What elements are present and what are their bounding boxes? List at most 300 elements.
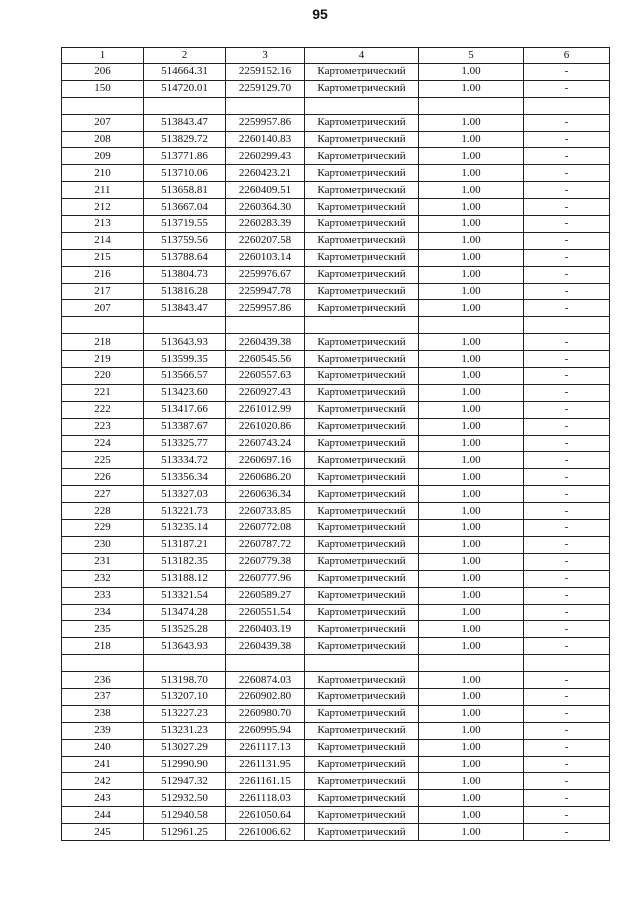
- table-cell: 208: [62, 131, 144, 148]
- table-cell: 1.00: [419, 536, 524, 553]
- table-cell: -: [524, 807, 610, 824]
- table-cell: 233: [62, 587, 144, 604]
- table-row: [62, 351, 610, 368]
- table-cell: 2260743.24: [226, 435, 305, 452]
- table-cell: 229: [62, 520, 144, 537]
- table-cell: 1.00: [419, 148, 524, 165]
- table-separator-row: [62, 97, 610, 114]
- table-cell: Картометрический: [305, 570, 419, 587]
- table-cell: 1.00: [419, 232, 524, 249]
- table-row: [62, 503, 610, 520]
- table-header-row: [62, 48, 610, 64]
- table-row: [62, 199, 610, 216]
- table-separator-row: [62, 655, 610, 672]
- table-cell: 2260283.39: [226, 216, 305, 233]
- table-cell: 216: [62, 266, 144, 283]
- table-cell: 1.00: [419, 469, 524, 486]
- table-cell: 513816.28: [144, 283, 226, 300]
- table-cell: [419, 655, 524, 672]
- table-row: [62, 553, 610, 570]
- table-row: [62, 756, 610, 773]
- table-cell: 1.00: [419, 131, 524, 148]
- table-row: [62, 452, 610, 469]
- table-cell: 1.00: [419, 300, 524, 317]
- table-row: [62, 232, 610, 249]
- table-row: [62, 604, 610, 621]
- table-cell: -: [524, 503, 610, 520]
- table-cell: [144, 97, 226, 114]
- table-cell: -: [524, 452, 610, 469]
- column-header: 4: [305, 48, 419, 64]
- table-cell: 1.00: [419, 384, 524, 401]
- table-cell: -: [524, 384, 610, 401]
- table-cell: 2260557.63: [226, 368, 305, 385]
- table-cell: Картометрический: [305, 773, 419, 790]
- table-cell: 2260787.72: [226, 536, 305, 553]
- table-cell: 2259957.86: [226, 300, 305, 317]
- table-cell: 1.00: [419, 807, 524, 824]
- table-cell: 223: [62, 418, 144, 435]
- table-cell: 2260439.38: [226, 638, 305, 655]
- table-cell: 1.00: [419, 705, 524, 722]
- table-cell: 231: [62, 553, 144, 570]
- table-cell: -: [524, 249, 610, 266]
- table-cell: 1.00: [419, 368, 524, 385]
- table-cell: 1.00: [419, 401, 524, 418]
- table-cell: 513327.03: [144, 486, 226, 503]
- table-cell: 512990.90: [144, 756, 226, 773]
- table-cell: [524, 317, 610, 334]
- table-cell: 513417.66: [144, 401, 226, 418]
- table-cell: [226, 317, 305, 334]
- table-cell: -: [524, 520, 610, 537]
- table-cell: -: [524, 131, 610, 148]
- table-cell: Картометрический: [305, 604, 419, 621]
- table-cell: 1.00: [419, 452, 524, 469]
- table-row: [62, 587, 610, 604]
- table-cell: 1.00: [419, 64, 524, 81]
- table-row: [62, 469, 610, 486]
- table-cell: 512932.50: [144, 790, 226, 807]
- table-cell: 2260545.56: [226, 351, 305, 368]
- table-row: [62, 401, 610, 418]
- table-cell: 150: [62, 80, 144, 97]
- table-cell: 2260927.43: [226, 384, 305, 401]
- table-cell: -: [524, 773, 610, 790]
- table-cell: -: [524, 638, 610, 655]
- table-cell: 2260551.54: [226, 604, 305, 621]
- table-cell: 513599.35: [144, 351, 226, 368]
- table-cell: 1.00: [419, 604, 524, 621]
- column-header: 1: [62, 48, 144, 64]
- table-cell: 1.00: [419, 80, 524, 97]
- table-cell: 514664.31: [144, 64, 226, 81]
- table-cell: 213: [62, 216, 144, 233]
- table-cell: 2260103.14: [226, 249, 305, 266]
- table-cell: 218: [62, 334, 144, 351]
- table-cell: 1.00: [419, 216, 524, 233]
- table-cell: Картометрический: [305, 553, 419, 570]
- table-cell: 1.00: [419, 621, 524, 638]
- table-cell: -: [524, 418, 610, 435]
- table-cell: 2260697.16: [226, 452, 305, 469]
- table-row: [62, 249, 610, 266]
- table-cell: 1.00: [419, 587, 524, 604]
- table-cell: Картометрический: [305, 114, 419, 131]
- table-cell: 513710.06: [144, 165, 226, 182]
- table-cell: 513198.70: [144, 672, 226, 689]
- table-row: [62, 64, 610, 81]
- table-cell: 210: [62, 165, 144, 182]
- table-cell: 2260364.30: [226, 199, 305, 216]
- table-cell: 2260636.34: [226, 486, 305, 503]
- table-cell: 226: [62, 469, 144, 486]
- table-cell: 2259152.16: [226, 64, 305, 81]
- table-cell: 513759.56: [144, 232, 226, 249]
- table-row: [62, 739, 610, 756]
- table-cell: 234: [62, 604, 144, 621]
- table-cell: 228: [62, 503, 144, 520]
- table-cell: 2259976.67: [226, 266, 305, 283]
- table-cell: Картометрический: [305, 520, 419, 537]
- table-row: [62, 807, 610, 824]
- table-cell: [226, 655, 305, 672]
- table-cell: -: [524, 469, 610, 486]
- table-cell: 1.00: [419, 199, 524, 216]
- table-cell: -: [524, 165, 610, 182]
- table-cell: 212: [62, 199, 144, 216]
- table-cell: -: [524, 587, 610, 604]
- table-cell: 211: [62, 182, 144, 199]
- coordinates-table: [61, 47, 610, 841]
- table-cell: -: [524, 570, 610, 587]
- table-cell: -: [524, 486, 610, 503]
- table-cell: 513658.81: [144, 182, 226, 199]
- table-cell: 1.00: [419, 334, 524, 351]
- table-cell: 207: [62, 114, 144, 131]
- table-row: [62, 368, 610, 385]
- table-cell: 1.00: [419, 638, 524, 655]
- table-cell: 513188.12: [144, 570, 226, 587]
- table-cell: -: [524, 148, 610, 165]
- table-cell: 513356.34: [144, 469, 226, 486]
- table-cell: 225: [62, 452, 144, 469]
- table-cell: Картометрический: [305, 266, 419, 283]
- table-row: [62, 334, 610, 351]
- table-cell: 1.00: [419, 570, 524, 587]
- table-cell: Картометрический: [305, 688, 419, 705]
- table-cell: 512940.58: [144, 807, 226, 824]
- table-row: [62, 418, 610, 435]
- table-row: [62, 638, 610, 655]
- table-cell: 1.00: [419, 503, 524, 520]
- table-cell: Картометрический: [305, 182, 419, 199]
- table-cell: -: [524, 672, 610, 689]
- table-cell: [524, 655, 610, 672]
- table-cell: 1.00: [419, 486, 524, 503]
- table-row: [62, 165, 610, 182]
- table-cell: 2260995.94: [226, 722, 305, 739]
- table-cell: 1.00: [419, 283, 524, 300]
- table-cell: -: [524, 604, 610, 621]
- table-cell: 237: [62, 688, 144, 705]
- table-cell: Картометрический: [305, 756, 419, 773]
- table-cell: [62, 317, 144, 334]
- table-cell: Картометрический: [305, 216, 419, 233]
- table-row: [62, 672, 610, 689]
- table-row: [62, 520, 610, 537]
- table-row: [62, 621, 610, 638]
- table-cell: 513843.47: [144, 114, 226, 131]
- table-cell: 235: [62, 621, 144, 638]
- table-cell: -: [524, 80, 610, 97]
- table-cell: [62, 97, 144, 114]
- table-cell: 1.00: [419, 672, 524, 689]
- table-cell: 224: [62, 435, 144, 452]
- table-cell: 2259947.78: [226, 283, 305, 300]
- table-cell: 1.00: [419, 165, 524, 182]
- table-cell: Картометрический: [305, 587, 419, 604]
- table-cell: 239: [62, 722, 144, 739]
- table-cell: Картометрический: [305, 705, 419, 722]
- table-cell: 2261161.15: [226, 773, 305, 790]
- table-row: [62, 790, 610, 807]
- table-row: [62, 182, 610, 199]
- table-row: [62, 114, 610, 131]
- table-cell: 513643.93: [144, 638, 226, 655]
- table-cell: 2260874.03: [226, 672, 305, 689]
- table-cell: 1.00: [419, 756, 524, 773]
- table-cell: 1.00: [419, 520, 524, 537]
- table-cell: -: [524, 790, 610, 807]
- table-cell: Картометрический: [305, 722, 419, 739]
- table-cell: 2261131.95: [226, 756, 305, 773]
- table-cell: Картометрический: [305, 148, 419, 165]
- table-cell: 513334.72: [144, 452, 226, 469]
- table-row: [62, 300, 610, 317]
- table-cell: 1.00: [419, 824, 524, 841]
- table-cell: 2260779.38: [226, 553, 305, 570]
- table-cell: 514720.01: [144, 80, 226, 97]
- table-cell: 1.00: [419, 722, 524, 739]
- table-cell: 2260439.38: [226, 334, 305, 351]
- table-cell: 2261012.99: [226, 401, 305, 418]
- table-cell: 221: [62, 384, 144, 401]
- table-cell: [62, 655, 144, 672]
- table-cell: 513788.64: [144, 249, 226, 266]
- table-cell: 2260409.51: [226, 182, 305, 199]
- table-cell: Картометрический: [305, 418, 419, 435]
- table-cell: 1.00: [419, 249, 524, 266]
- table-cell: 242: [62, 773, 144, 790]
- table-cell: -: [524, 739, 610, 756]
- table-cell: 245: [62, 824, 144, 841]
- table-cell: 240: [62, 739, 144, 756]
- table-cell: 207: [62, 300, 144, 317]
- table-row: [62, 435, 610, 452]
- table-cell: [305, 97, 419, 114]
- table-cell: 2260733.85: [226, 503, 305, 520]
- table-cell: 217: [62, 283, 144, 300]
- table-cell: [419, 97, 524, 114]
- table-row: [62, 283, 610, 300]
- table-cell: 215: [62, 249, 144, 266]
- table-cell: 513182.35: [144, 553, 226, 570]
- table-cell: -: [524, 300, 610, 317]
- table-cell: 513325.77: [144, 435, 226, 452]
- table-cell: Картометрический: [305, 638, 419, 655]
- table-cell: Картометрический: [305, 469, 419, 486]
- table-cell: 1.00: [419, 435, 524, 452]
- table-cell: 1.00: [419, 114, 524, 131]
- table-cell: -: [524, 266, 610, 283]
- column-header: 5: [419, 48, 524, 64]
- table-cell: -: [524, 536, 610, 553]
- table-cell: 1.00: [419, 553, 524, 570]
- table-cell: 513566.57: [144, 368, 226, 385]
- table-cell: 513423.60: [144, 384, 226, 401]
- table-cell: 513829.72: [144, 131, 226, 148]
- table-cell: 1.00: [419, 351, 524, 368]
- table-cell: 222: [62, 401, 144, 418]
- column-header: 6: [524, 48, 610, 64]
- table-cell: -: [524, 64, 610, 81]
- table-cell: Картометрический: [305, 64, 419, 81]
- table-cell: [305, 317, 419, 334]
- table-cell: [226, 97, 305, 114]
- table-cell: 512947.32: [144, 773, 226, 790]
- table-row: [62, 570, 610, 587]
- table-cell: Картометрический: [305, 249, 419, 266]
- table-cell: Картометрический: [305, 199, 419, 216]
- table-cell: 2260902.80: [226, 688, 305, 705]
- table-cell: 2260686.20: [226, 469, 305, 486]
- table-cell: 513387.67: [144, 418, 226, 435]
- table-cell: Картометрический: [305, 368, 419, 385]
- table-cell: -: [524, 283, 610, 300]
- table-cell: 513187.21: [144, 536, 226, 553]
- table-cell: 513804.73: [144, 266, 226, 283]
- table-cell: 2260772.08: [226, 520, 305, 537]
- table-cell: 1.00: [419, 773, 524, 790]
- table-cell: 2259129.70: [226, 80, 305, 97]
- table-cell: [524, 97, 610, 114]
- table-cell: -: [524, 351, 610, 368]
- table-cell: 2260140.83: [226, 131, 305, 148]
- table-cell: 2260299.43: [226, 148, 305, 165]
- table-row: [62, 705, 610, 722]
- table-cell: Картометрический: [305, 503, 419, 520]
- table-row: [62, 722, 610, 739]
- table-cell: 1.00: [419, 739, 524, 756]
- page-number: 95: [312, 6, 328, 22]
- table-row: [62, 486, 610, 503]
- table-row: [62, 773, 610, 790]
- table-cell: -: [524, 621, 610, 638]
- table-cell: 2261050.64: [226, 807, 305, 824]
- table-cell: Картометрический: [305, 486, 419, 503]
- table-cell: 1.00: [419, 688, 524, 705]
- table-cell: 513771.86: [144, 148, 226, 165]
- table-cell: 512961.25: [144, 824, 226, 841]
- table-cell: Картометрический: [305, 165, 419, 182]
- table-row: [62, 824, 610, 841]
- table-cell: Картометрический: [305, 807, 419, 824]
- table-cell: 2259957.86: [226, 114, 305, 131]
- table-cell: 513027.29: [144, 739, 226, 756]
- table-cell: 513227.23: [144, 705, 226, 722]
- table-cell: 243: [62, 790, 144, 807]
- table-cell: Картометрический: [305, 351, 419, 368]
- column-header: 3: [226, 48, 305, 64]
- table-cell: 218: [62, 638, 144, 655]
- table-row: [62, 384, 610, 401]
- table-cell: 209: [62, 148, 144, 165]
- table-cell: 220: [62, 368, 144, 385]
- table-row: [62, 688, 610, 705]
- table-cell: Картометрический: [305, 824, 419, 841]
- table-row: [62, 80, 610, 97]
- table-cell: 2260207.58: [226, 232, 305, 249]
- table-cell: 232: [62, 570, 144, 587]
- table-cell: [419, 317, 524, 334]
- table-cell: Картометрический: [305, 621, 419, 638]
- table-cell: -: [524, 368, 610, 385]
- table-cell: Картометрический: [305, 435, 419, 452]
- table-cell: 2260403.19: [226, 621, 305, 638]
- table-cell: 513843.47: [144, 300, 226, 317]
- table-cell: -: [524, 182, 610, 199]
- table-cell: 241: [62, 756, 144, 773]
- table-cell: Картометрический: [305, 384, 419, 401]
- table-cell: 1.00: [419, 418, 524, 435]
- table-cell: [144, 655, 226, 672]
- table-cell: [144, 317, 226, 334]
- table-body: [62, 64, 610, 841]
- table-cell: -: [524, 232, 610, 249]
- table-cell: 214: [62, 232, 144, 249]
- column-header: 2: [144, 48, 226, 64]
- table-cell: -: [524, 401, 610, 418]
- table-cell: -: [524, 199, 610, 216]
- table-cell: Картометрический: [305, 536, 419, 553]
- table-cell: 2260777.96: [226, 570, 305, 587]
- table-cell: 238: [62, 705, 144, 722]
- table-row: [62, 216, 610, 233]
- table-cell: 513235.14: [144, 520, 226, 537]
- table-cell: Картометрический: [305, 672, 419, 689]
- table-cell: 513231.23: [144, 722, 226, 739]
- table-row: [62, 131, 610, 148]
- table-cell: 244: [62, 807, 144, 824]
- table-cell: -: [524, 334, 610, 351]
- table-cell: Картометрический: [305, 790, 419, 807]
- table-cell: 2260589.27: [226, 587, 305, 604]
- table-row: [62, 148, 610, 165]
- table-cell: 227: [62, 486, 144, 503]
- table-cell: Картометрический: [305, 232, 419, 249]
- table-cell: -: [524, 688, 610, 705]
- table-row: [62, 266, 610, 283]
- table-cell: Картометрический: [305, 300, 419, 317]
- table-cell: 2261118.03: [226, 790, 305, 807]
- table-cell: Картометрический: [305, 739, 419, 756]
- table-cell: 2261006.62: [226, 824, 305, 841]
- table-cell: Картометрический: [305, 334, 419, 351]
- table-cell: 1.00: [419, 266, 524, 283]
- table-cell: 513207.10: [144, 688, 226, 705]
- table-cell: 513643.93: [144, 334, 226, 351]
